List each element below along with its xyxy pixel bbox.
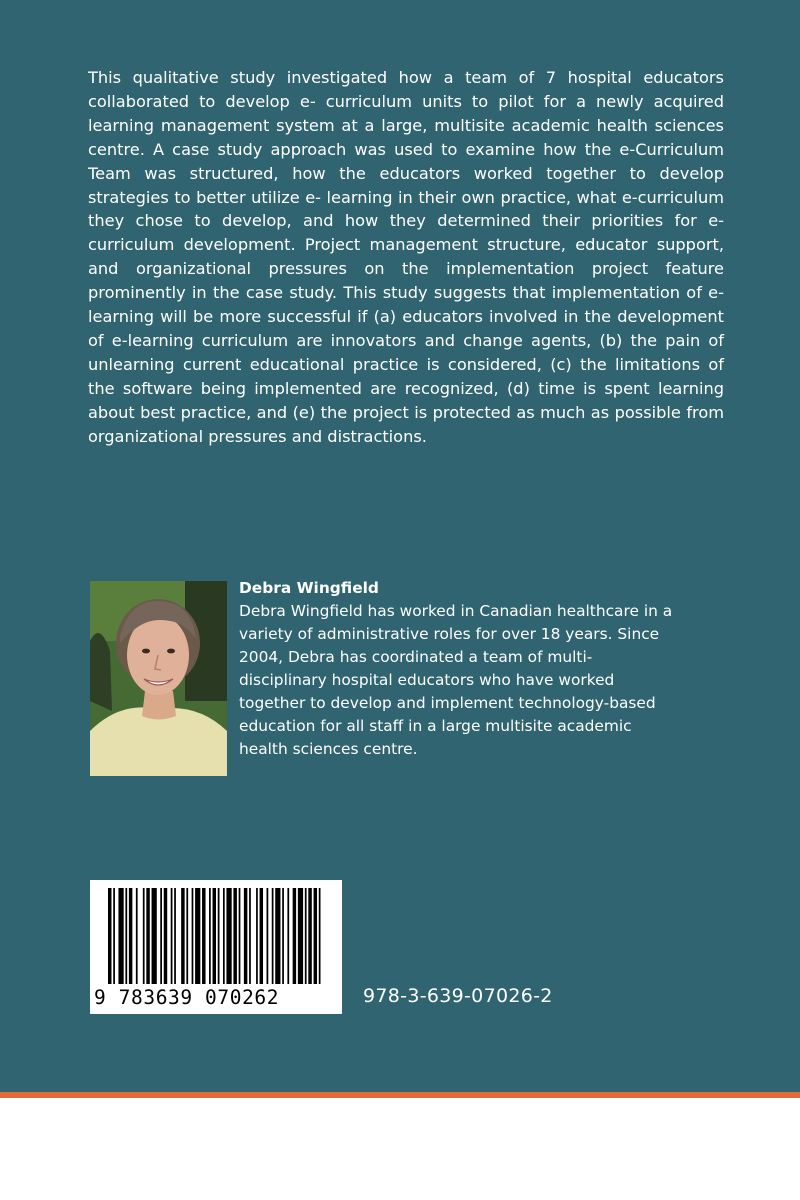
barcode-bar — [209, 888, 211, 984]
barcode-bar — [267, 888, 269, 984]
barcode-bar — [272, 888, 274, 984]
barcode-bar — [256, 888, 258, 984]
barcode-bar — [287, 888, 289, 984]
barcode-bar — [239, 888, 241, 984]
barcode-bar — [146, 888, 149, 984]
barcode-bar — [282, 888, 284, 984]
author-section — [239, 577, 679, 761]
barcode-bar — [319, 888, 321, 984]
barcode-bar — [293, 888, 296, 984]
barcode-bar — [226, 888, 231, 984]
barcode-bar — [202, 888, 205, 984]
page-bottom-margin — [0, 1098, 800, 1200]
author-bio: Debra Wingfield has worked in Canadian healthcare in a variety of administrative roles for over 18 years. Since 2004, Debra has coordinated a team of multi-disciplinary hospital educators who have worked together to develop and implement technology-based education for all staff in a large multisite academic health sciences centre. — [239, 602, 673, 758]
barcode-bar — [164, 888, 167, 984]
author-name: Debra Wingfield — [239, 579, 379, 597]
barcode-bar — [118, 888, 123, 984]
barcode-bar — [174, 888, 176, 984]
barcode-bar — [223, 888, 225, 984]
barcode-bar — [275, 888, 280, 984]
abstract-text: This qualitative study investigated how a team of 7 hospital educators collaborated to develop e- curriculum units to pilot for a newly acquired learning management system at a large, multisite academic health sciences centre. A case study approach was used to examine how the e-Curriculum Team was structured, how the educators worked together to develop strategies to better utilize e- learning in their own practice, what e-curriculum they chose to develop, and how they determined their priorities for e-curriculum development. Project management structure, educator support, and organizational pressures on the implementation project feature prominently in the case study. This study suggests that implementation of e-learning will be more successful if (a) educators involved in the development of e-learning curriculum are innovators and change agents, (b) the pain of unlearning current educational practice is considered, (c) the limitations of the software being implemented are recognized, (d) time is spent learning about best practice, and (e) the project is protected as much as possible from organizational pressures and distractions. — [88, 68, 724, 446]
barcode-bar — [129, 888, 132, 984]
barcode-bar — [260, 888, 263, 984]
barcode-digits: 9 783639 070262 — [94, 986, 280, 1009]
barcode-bar — [160, 888, 162, 984]
barcode-bar — [152, 888, 157, 984]
barcode-bar — [218, 888, 220, 984]
barcode-bar — [244, 888, 247, 984]
barcode-bars — [108, 888, 324, 984]
author-photo — [90, 581, 227, 776]
barcode-bar — [233, 888, 236, 984]
barcode-bar — [298, 888, 303, 984]
barcode-bar — [125, 888, 127, 984]
barcode — [90, 880, 342, 1014]
barcode-bar — [113, 888, 115, 984]
isbn-number: 978-3-639-07026-2 — [363, 985, 553, 1007]
barcode-bar — [308, 888, 311, 984]
barcode-bar — [186, 888, 188, 984]
barcode-bar — [192, 888, 194, 984]
barcode-bar — [195, 888, 200, 984]
barcode-bar — [136, 888, 138, 984]
barcode-bar — [143, 888, 145, 984]
barcode-bar — [249, 888, 251, 984]
barcode-bar — [181, 888, 184, 984]
barcode-bar — [171, 888, 173, 984]
barcode-bar — [108, 888, 111, 984]
barcode-bar — [305, 888, 307, 984]
barcode-bar — [213, 888, 216, 984]
barcode-bar — [314, 888, 317, 984]
